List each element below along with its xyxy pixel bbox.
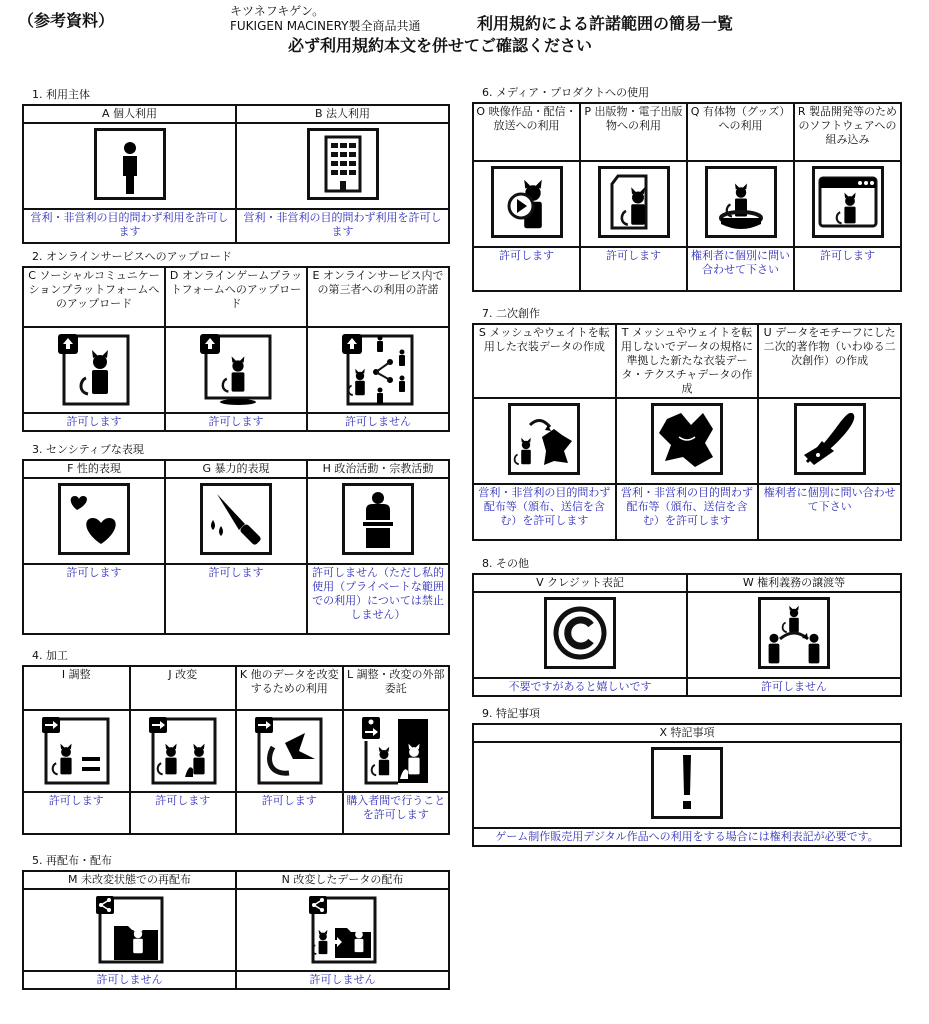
result-R: 許可します [794, 247, 901, 291]
document-icon [598, 166, 670, 238]
section-redistribution [22, 854, 450, 990]
item-label-V: V クレジット表記 [473, 574, 687, 592]
outfit-icon [651, 403, 723, 475]
result-S: 営利・非営利の目的問わず配布等（頒布、送信を含む）を許可します [473, 484, 616, 540]
item-label-R: R 製品開発等のためのソフトウェアへの組み込み [794, 103, 901, 161]
section-media-product [472, 86, 902, 292]
copyright-icon [544, 597, 616, 669]
item-label-F: F 性的表現 [23, 460, 165, 478]
maker-kana: キツネフキゲン。 [230, 4, 325, 18]
adjust-icon [23, 710, 130, 792]
software-window-icon [812, 166, 884, 238]
result-B: 営利・非営利の目的問わず利用を許可します [236, 209, 449, 243]
maker-name: FUKIGEN MACINERY製全商品共通 [230, 19, 421, 33]
section-special-notes [472, 707, 902, 847]
result-V: 不要ですがあると嬉しいです [473, 678, 687, 696]
item-label-L: L 調整・改変の外部委託 [343, 666, 450, 710]
distribute-modified-icon [236, 889, 449, 971]
section-sensitive-expression [22, 443, 450, 635]
section-derivative-works [472, 307, 902, 541]
item-label-N: N 改変したデータの配布 [236, 871, 449, 889]
outsource-icon [343, 710, 450, 792]
video-play-icon [491, 166, 563, 238]
maker [230, 4, 421, 34]
figure-goods-icon [705, 166, 777, 238]
item-label-X: X 特記事項 [473, 724, 901, 742]
section-heading: 1. 利用主体 [32, 88, 90, 101]
result-M: 許可しません [23, 971, 236, 989]
section-heading: 8. その他 [482, 557, 529, 570]
pen-nib-icon [794, 403, 866, 475]
share-to-third-party-icon [307, 327, 449, 413]
result-E: 許可しません [307, 413, 449, 431]
item-label-U: U データをモチーフにした二次的著作物（いわゆる二次創作）の作成 [758, 324, 901, 398]
transfer-rights-icon [758, 597, 830, 669]
section-heading: 7. 二次創作 [482, 307, 540, 320]
item-label-E: E オンラインサービス内での第三者への利用の許諾 [307, 267, 449, 327]
item-label-A: A 個人利用 [23, 105, 236, 123]
result-H: 許可しません（ただし私的使用（プライベートな範囲での利用）については禁止しません） [307, 564, 449, 634]
section-heading: 2. オンラインサービスへのアップロード [32, 250, 232, 263]
item-label-K: K 他のデータを改変するための利用 [236, 666, 343, 710]
building-icon [307, 128, 379, 200]
item-label-J: J 改変 [130, 666, 237, 710]
item-label-B: B 法人利用 [236, 105, 449, 123]
section-heading: 4. 加工 [32, 649, 68, 662]
result-W: 許可しません [687, 678, 901, 696]
item-label-W: W 権利義務の譲渡等 [687, 574, 901, 592]
result-F: 許可します [23, 564, 165, 634]
item-label-I: I 調整 [23, 666, 130, 710]
result-X: ゲーム制作販売用デジタル作品への利用をする場合には権利表記が必要です。 [473, 828, 901, 846]
item-label-T: T メッシュやウェイトを転用しないでデータの規格に準拠した新たな衣装データ・テクスチャデータの作成 [616, 324, 759, 398]
section-heading: 5. 再配布・配布 [32, 854, 112, 867]
result-C: 許可します [23, 413, 165, 431]
item-label-O: O 映像作品・配信・放送への利用 [473, 103, 580, 161]
result-D: 許可します [165, 413, 307, 431]
item-label-H: H 政治活動・宗教活動 [307, 460, 449, 478]
upload-game-platform-icon [165, 327, 307, 413]
result-Q: 権利者に個別に問い合わせて下さい [687, 247, 794, 291]
result-J: 許可します [130, 792, 237, 834]
redistribute-icon [23, 889, 236, 971]
knife-icon [200, 483, 272, 555]
person-icon [94, 128, 166, 200]
result-N: 許可しません [236, 971, 449, 989]
item-label-M: M 未改変状態での再配布 [23, 871, 236, 889]
result-U: 権利者に個別に問い合わせて下さい [758, 484, 901, 540]
section-processing [22, 649, 450, 835]
exclamation-icon [651, 747, 723, 819]
podium-speaker-icon [342, 483, 414, 555]
hearts-icon [58, 483, 130, 555]
item-label-P: P 出版物・電子出版物への利用 [580, 103, 687, 161]
modify-icon [130, 710, 237, 792]
reference-label: （参考資料） [18, 11, 115, 30]
item-label-S: S メッシュやウェイトを転用した衣装データの作成 [473, 324, 616, 398]
section-heading: 3. センシティブな表現 [32, 443, 144, 456]
item-label-C: C ソーシャルコミュニケーションプラットフォームへのアップロード [23, 267, 165, 327]
result-P: 許可します [580, 247, 687, 291]
result-L: 購入者間で行うことを許可します [343, 792, 450, 834]
result-T: 営利・非営利の目的問わず配布等（頒布、送信を含む）を許可します [616, 484, 759, 540]
mesh-to-outfit-icon [508, 403, 580, 475]
result-I: 許可します [23, 792, 130, 834]
result-G: 許可します [165, 564, 307, 634]
use-for-other-data-icon [236, 710, 343, 792]
result-K: 許可します [236, 792, 343, 834]
item-label-Q: Q 有体物（グッズ）への利用 [687, 103, 794, 161]
result-A: 営利・非営利の目的問わず利用を許可します [23, 209, 236, 243]
page-subtitle: 必ず利用規約本文を併せてご確認ください [288, 36, 593, 55]
result-O: 許可します [473, 247, 580, 291]
item-label-D: D オンラインゲームプラットフォームへのアップロード [165, 267, 307, 327]
page-title: 利用規約による許諾範囲の簡易一覧 [477, 14, 734, 33]
section-other [472, 557, 902, 697]
upload-avatar-icon [23, 327, 165, 413]
section-usage-subject [22, 88, 450, 244]
item-label-G: G 暴力的表現 [165, 460, 307, 478]
section-online-upload [22, 250, 450, 432]
section-heading: 9. 特記事項 [482, 707, 540, 720]
section-heading: 6. メディア・プロダクトへの使用 [482, 86, 650, 99]
